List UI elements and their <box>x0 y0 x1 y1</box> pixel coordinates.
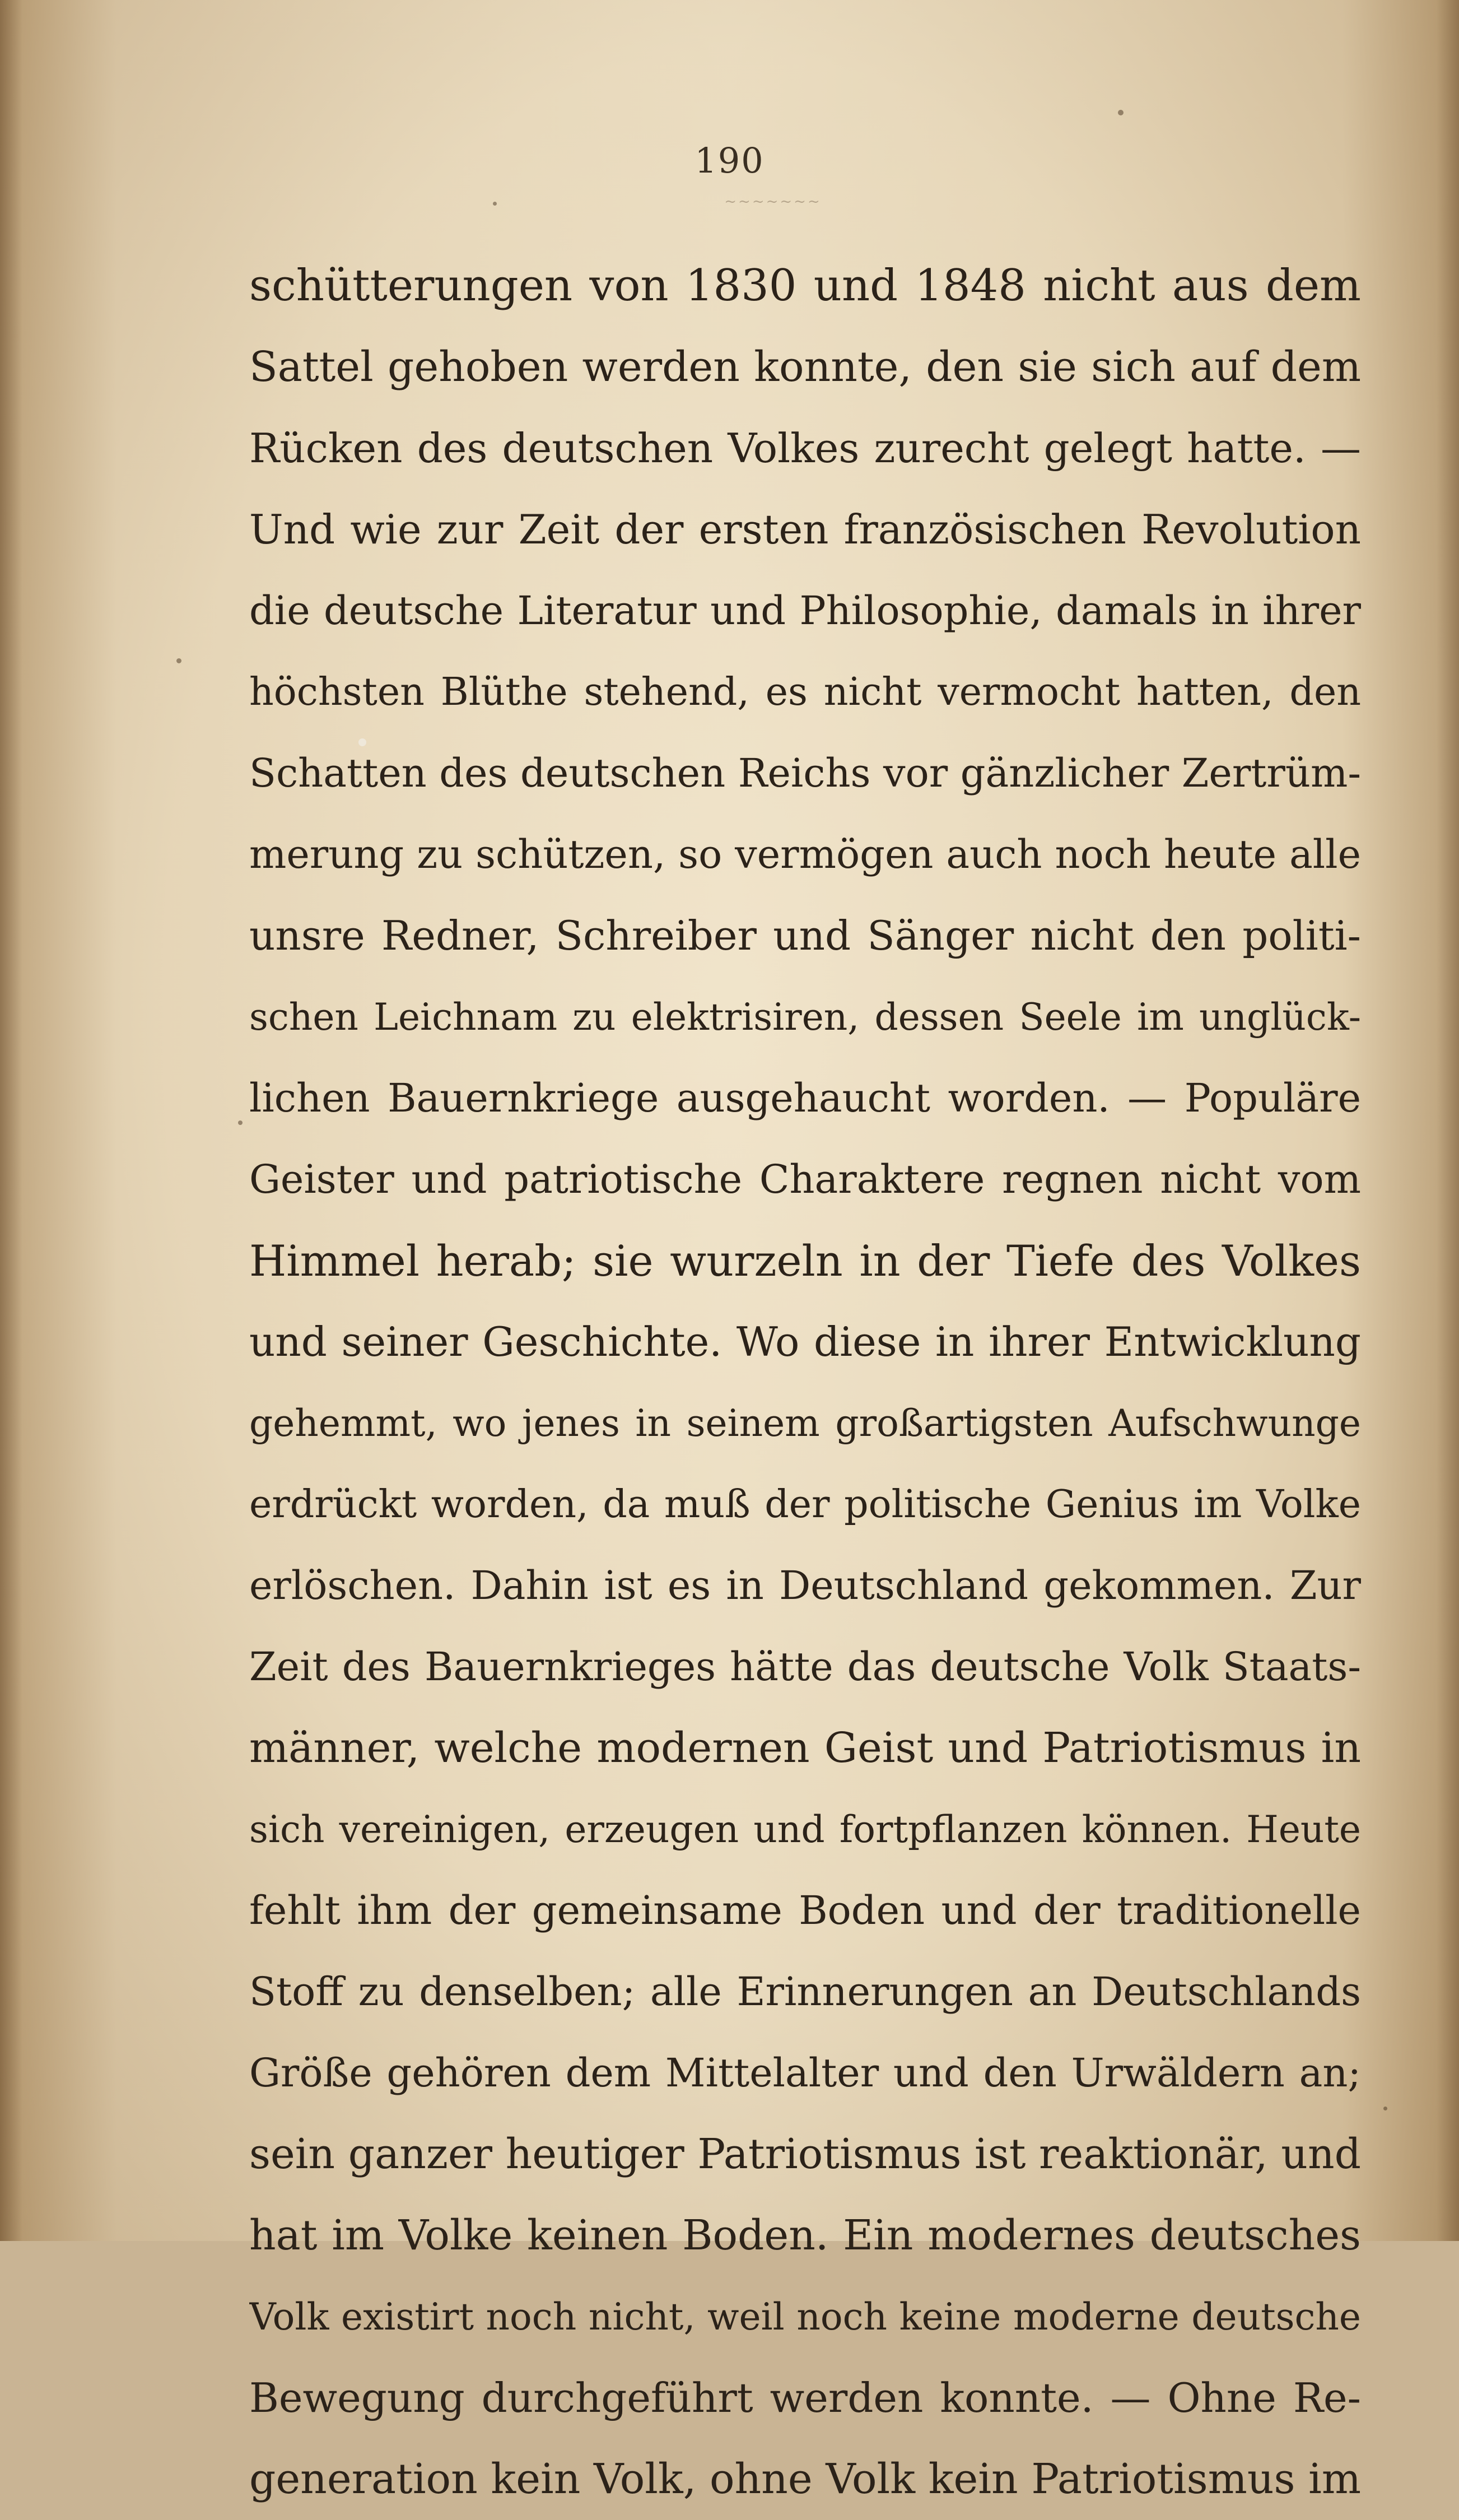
text-line: sein ganzer heutiger Patriotismus ist reaktionär, und <box>249 2130 1361 2178</box>
text-line: sich vereinigen, erzeugen und fortpflanzen können. Heute <box>249 1808 1361 1851</box>
text-line: Himmel herab; sie wurzeln in der Tiefe des Volkes <box>249 1236 1361 1286</box>
text-line: schütterungen von 1830 und 1848 nicht aus dem <box>249 261 1361 311</box>
text-line: Stoff zu denselben; alle Erinnerungen an Deutschlands <box>249 1969 1361 2015</box>
text-line: Größe gehören dem Mittelalter und den Urwäldern an; <box>249 2050 1361 2096</box>
text-line: lichen Bauernkriege ausgehaucht worden. — Populäre <box>249 1075 1361 1121</box>
text-line: unsre Redner, Schreiber und Sänger nicht den politi- <box>249 912 1361 959</box>
text-line: Rücken des deutschen Volkes zurecht gelegt hatte. — <box>249 425 1361 472</box>
paper-speck <box>493 202 497 206</box>
text-line: schen Leichnam zu elektrisiren, dessen Seele im unglück- <box>249 996 1361 1039</box>
page-edge-shadow-left <box>0 0 22 2241</box>
text-line: Zeit des Bauernkrieges hätte das deutsche Volk Staats- <box>249 1644 1361 1690</box>
text-line: fehlt ihm der gemeinsame Boden und der traditionelle <box>249 1887 1361 1933</box>
text-line: Geister und patriotische Charaktere regnen nicht vom <box>249 1156 1361 1202</box>
text-line: gehemmt, wo jenes in seinem großartigsten Aufschwunge <box>249 1402 1361 1445</box>
text-line: generation kein Volk, ohne Volk kein Patriotismus im <box>249 2455 1361 2503</box>
text-line: Und wie zur Zeit der ersten französischen Revolution <box>249 506 1361 553</box>
text-line: hat im Volke keinen Boden. Ein modernes deutsches <box>249 2211 1361 2259</box>
text-line: erlöschen. Dahin ist es in Deutschland gekommen. Zur <box>249 1563 1361 1608</box>
text-line: männer, welche modernen Geist und Patriotismus in <box>249 1724 1361 1772</box>
text-line: höchsten Blüthe stehend, es nicht vermocht hatten, den <box>249 670 1361 714</box>
text-line: die deutsche Literatur und Philosophie, damals in ihrer <box>249 588 1361 634</box>
text-line: Schatten des deutschen Reichs vor gänzlicher Zertrüm- <box>249 750 1361 796</box>
text-line: Volk existirt noch nicht, weil noch keine moderne deutsche <box>249 2295 1361 2338</box>
body-text <box>249 245 1361 2520</box>
paper-speck <box>1118 110 1124 115</box>
header-ornament: ~~~~~~~ <box>724 193 822 210</box>
text-line: merung zu schützen, so vermögen auch noch heute alle <box>249 831 1361 877</box>
text-line: Bewegung durchgeführt werden konnte. — Ohne Re- <box>249 2374 1361 2421</box>
paper-speck <box>1383 2107 1387 2110</box>
page-number: 190 <box>694 140 765 181</box>
page-edge-shadow-right <box>1437 0 1459 2241</box>
paper-speck <box>238 1120 243 1125</box>
text-line: Sattel gehoben werden konnte, den sie sich auf dem <box>249 343 1361 391</box>
text-line: erdrückt worden, da muß der politische Genius im Volke <box>249 1482 1361 1527</box>
text-line: und seiner Geschichte. Wo diese in ihrer Entwicklung <box>249 1318 1361 1365</box>
paper-speck <box>176 658 181 663</box>
